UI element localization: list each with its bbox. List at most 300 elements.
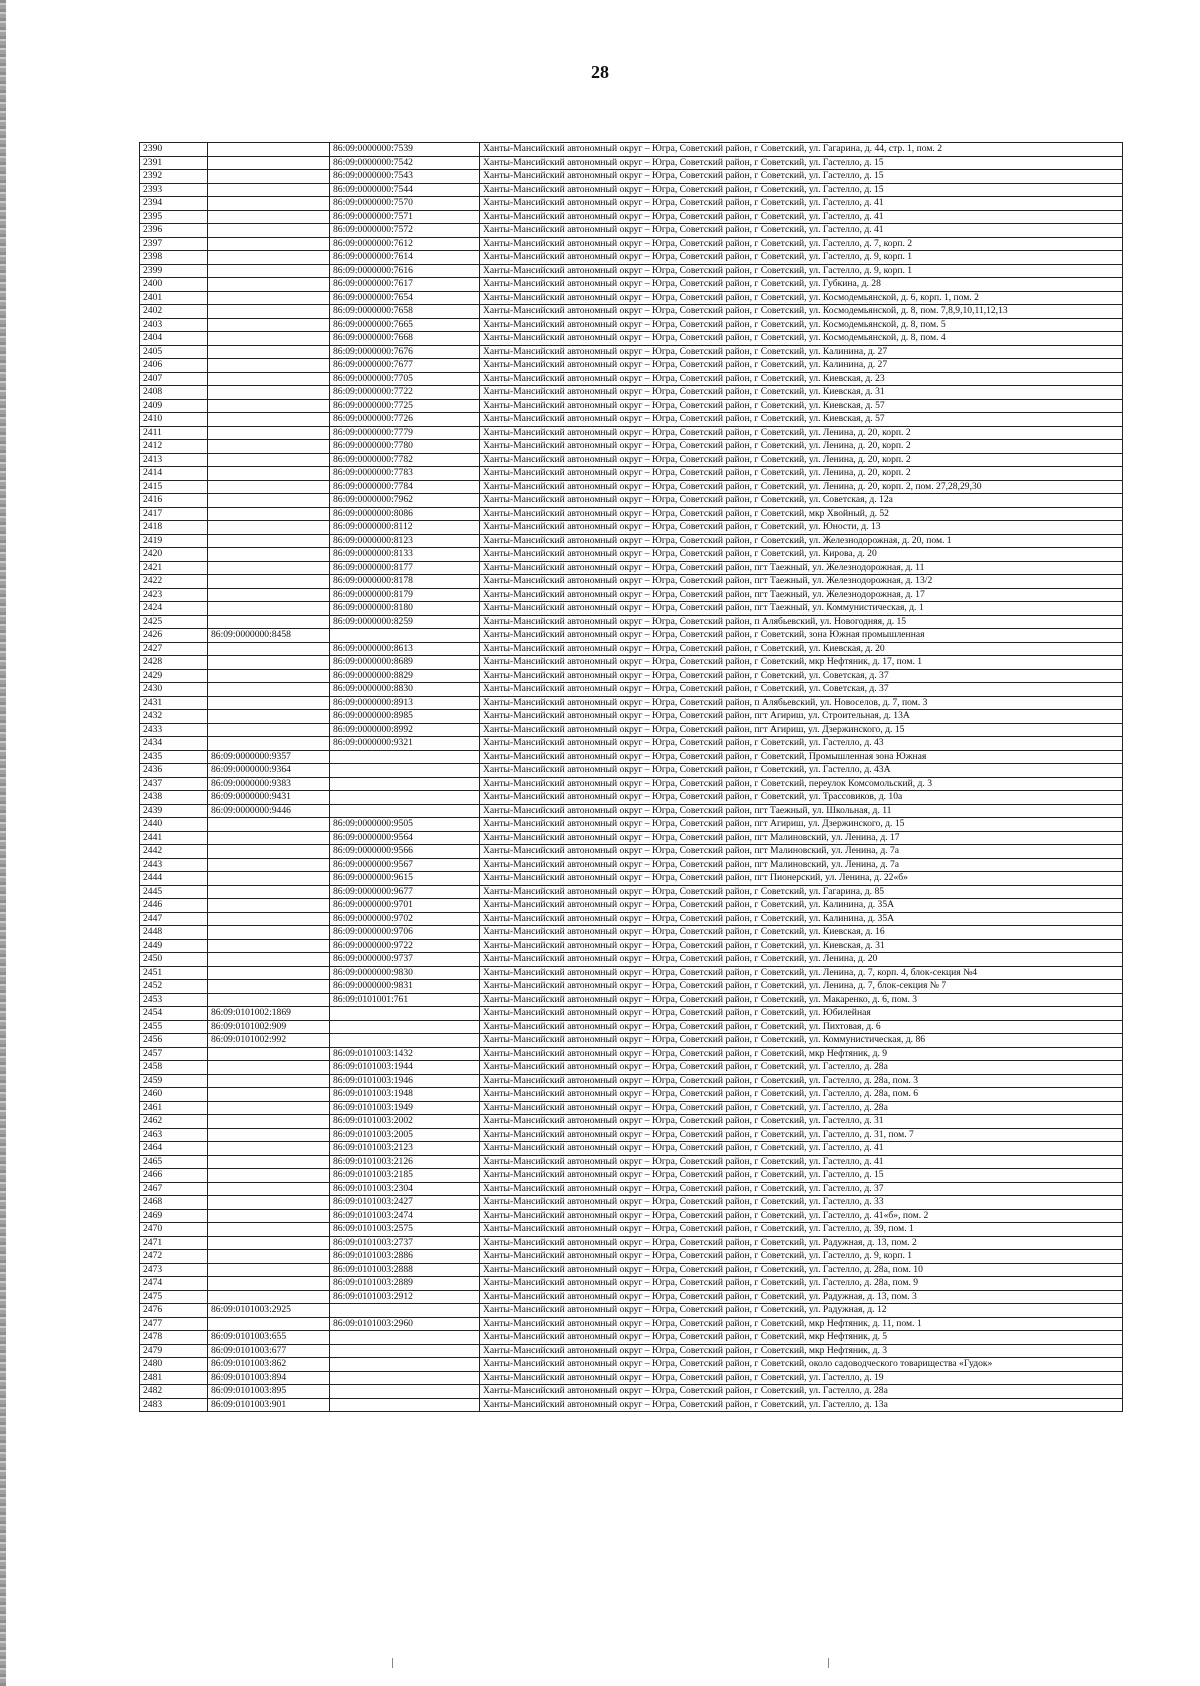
address-cell: Ханты-Мансийский автономный округ – Югра, Советский район, г Советский, ул. Гастелло, д. 33 [480,1196,1123,1210]
row-number-cell: 2460 [140,1088,208,1102]
table-row [140,291,1123,305]
address-cell: Ханты-Мансийский автономный округ – Югра, Советский район, г Советский, Промышленная зона Южная [480,750,1123,764]
building-number-cell: 86:09:0000000:8985 [330,710,480,724]
land-plot-number-cell: 86:09:0000000:9431 [208,791,330,805]
building-number-cell [330,1371,480,1385]
building-number-cell: 86:09:0101003:2474 [330,1209,480,1223]
building-number-cell [330,1007,480,1021]
row-number-cell: 2466 [140,1169,208,1183]
address-cell: Ханты-Мансийский автономный округ – Югра, Советский район, г Советский, ул. Радужная, д. 12 [480,1304,1123,1318]
row-number-cell: 2451 [140,966,208,980]
address-cell: Ханты-Мансийский автономный округ – Югра, Советский район, г Советский, ул. Гастелло, д. 15 [480,183,1123,197]
registry-table [139,142,1123,1412]
building-number-cell: 86:09:0000000:7654 [330,291,480,305]
building-number-cell [330,750,480,764]
building-number-cell: 86:09:0000000:9567 [330,858,480,872]
table-row [140,993,1123,1007]
table-row [140,980,1123,994]
land-plot-number-cell [208,602,330,616]
building-number-cell: 86:09:0101003:1949 [330,1101,480,1115]
address-cell: Ханты-Мансийский автономный округ – Югра, Советский район, г Советский, ул. Киевская, д. 57 [480,399,1123,413]
land-plot-number-cell [208,642,330,656]
table-row [140,885,1123,899]
building-number-cell: 86:09:0101003:2737 [330,1236,480,1250]
building-number-cell: 86:09:0000000:7665 [330,318,480,332]
building-number-cell: 86:09:0000000:9615 [330,872,480,886]
building-number-cell [330,804,480,818]
building-number-cell: 86:09:0000000:8086 [330,507,480,521]
address-cell: Ханты-Мансийский автономный округ – Югра, Советский район, г Советский, ул. Космодемьянской, д. 8, пом. 7,8,9,10,11,12,13 [480,305,1123,319]
building-number-cell: 86:09:0000000:9737 [330,953,480,967]
building-number-cell: 86:09:0000000:9701 [330,899,480,913]
address-cell: Ханты-Мансийский автономный округ – Югра, Советский район, г Советский, ул. Гастелло, д. 28а [480,1385,1123,1399]
land-plot-number-cell [208,818,330,832]
land-plot-number-cell [208,1223,330,1237]
building-number-cell [330,1034,480,1048]
building-number-cell: 86:09:0000000:8829 [330,669,480,683]
address-cell: Ханты-Мансийский автономный округ – Югра, Советский район, г Советский, ул. Гастелло, д. 9, корп. 1 [480,264,1123,278]
building-number-cell: 86:09:0000000:8913 [330,696,480,710]
address-cell: Ханты-Мансийский автономный округ – Югра, Советский район, г Советский, ул. Гастелло, д. 15 [480,156,1123,170]
address-cell: Ханты-Мансийский автономный округ – Югра, Советский район, пгт Малиновский, ул. Ленина, д. 7а [480,858,1123,872]
land-plot-number-cell [208,1277,330,1291]
land-plot-number-cell [208,359,330,373]
row-number-cell: 2392 [140,170,208,184]
table-row [140,602,1123,616]
building-number-cell [330,1020,480,1034]
row-number-cell: 2456 [140,1034,208,1048]
row-number-cell: 2482 [140,1385,208,1399]
building-number-cell [330,1331,480,1345]
row-number-cell: 2398 [140,251,208,265]
address-cell: Ханты-Мансийский автономный округ – Югра, Советский район, г Советский, ул. Киевская, д. 57 [480,413,1123,427]
address-cell: Ханты-Мансийский автономный округ – Югра, Советский район, г Советский, ул. Киевская, д. 20 [480,642,1123,656]
row-number-cell: 2407 [140,372,208,386]
address-cell: Ханты-Мансийский автономный округ – Югра, Советский район, г Советский, переулок Комсомольский, д. 3 [480,777,1123,791]
row-number-cell: 2437 [140,777,208,791]
row-number-cell: 2465 [140,1155,208,1169]
land-plot-number-cell [208,575,330,589]
address-cell: Ханты-Мансийский автономный округ – Югра, Советский район, п Алябьевский, ул. Новоселов, д. 7, пом. 3 [480,696,1123,710]
address-cell: Ханты-Мансийский автономный округ – Югра, Советский район, г Советский, ул. Гастелло, д. 9, корп. 1 [480,1250,1123,1264]
address-cell: Ханты-Мансийский автономный округ – Югра, Советский район, г Советский, ул. Ленина, д. 20, корп. 2 [480,426,1123,440]
land-plot-number-cell: 86:09:0101003:894 [208,1371,330,1385]
table-row [140,224,1123,238]
land-plot-number-cell [208,413,330,427]
building-number-cell: 86:09:0000000:9321 [330,737,480,751]
building-number-cell: 86:09:0000000:8112 [330,521,480,535]
table-row [140,1290,1123,1304]
land-plot-number-cell [208,143,330,157]
land-plot-number-cell [208,939,330,953]
building-number-cell [330,791,480,805]
building-number-cell [330,1398,480,1412]
address-cell: Ханты-Мансийский автономный округ – Югра, Советский район, г Советский, ул. Ленина, д. 20, корп. 2 [480,467,1123,481]
land-plot-number-cell [208,237,330,251]
address-cell: Ханты-Мансийский автономный округ – Югра, Советский район, пгт Агириш, ул. Дзержинского, д. 15 [480,818,1123,832]
building-number-cell: 86:09:0000000:7782 [330,453,480,467]
row-number-cell: 2474 [140,1277,208,1291]
table-row [140,399,1123,413]
land-plot-number-cell [208,453,330,467]
land-plot-number-cell [208,480,330,494]
row-number-cell: 2393 [140,183,208,197]
row-number-cell: 2410 [140,413,208,427]
building-number-cell: 86:09:0000000:8992 [330,723,480,737]
land-plot-number-cell: 86:09:0000000:8458 [208,629,330,643]
land-plot-number-cell [208,197,330,211]
building-number-cell: 86:09:0101003:2889 [330,1277,480,1291]
table-row [140,494,1123,508]
row-number-cell: 2471 [140,1236,208,1250]
address-cell: Ханты-Мансийский автономный округ – Югра, Советский район, г Советский, ул. Гастелло, д. 39, пом. 1 [480,1223,1123,1237]
table-row [140,966,1123,980]
building-number-cell: 86:09:0000000:7962 [330,494,480,508]
address-cell: Ханты-Мансийский автономный округ – Югра, Советский район, г Советский, ул. Гастелло, д. 28а, пом. 10 [480,1263,1123,1277]
row-number-cell: 2457 [140,1047,208,1061]
building-number-cell: 86:09:0101003:1432 [330,1047,480,1061]
table-row [140,723,1123,737]
land-plot-number-cell [208,1061,330,1075]
land-plot-number-cell [208,953,330,967]
building-number-cell: 86:09:0000000:9564 [330,831,480,845]
land-plot-number-cell [208,278,330,292]
row-number-cell: 2442 [140,845,208,859]
land-plot-number-cell [208,251,330,265]
building-number-cell: 86:09:0000000:8179 [330,588,480,602]
table-row [140,1155,1123,1169]
building-number-cell: 86:09:0101003:1948 [330,1088,480,1102]
row-number-cell: 2428 [140,656,208,670]
row-number-cell: 2396 [140,224,208,238]
building-number-cell: 86:09:0000000:7726 [330,413,480,427]
row-number-cell: 2479 [140,1344,208,1358]
building-number-cell: 86:09:0000000:7543 [330,170,480,184]
building-number-cell: 86:09:0101003:2002 [330,1115,480,1129]
address-cell: Ханты-Мансийский автономный округ – Югра, Советский район, п Алябьевский, ул. Новогодняя, д. 15 [480,615,1123,629]
table-row [140,818,1123,832]
row-number-cell: 2436 [140,764,208,778]
address-cell: Ханты-Мансийский автономный округ – Югра, Советский район, г Советский, ул. Гагарина, д. 85 [480,885,1123,899]
building-number-cell: 86:09:0000000:8133 [330,548,480,562]
row-number-cell: 2432 [140,710,208,724]
table-row [140,453,1123,467]
table-row [140,1277,1123,1291]
row-number-cell: 2405 [140,345,208,359]
address-cell: Ханты-Мансийский автономный округ – Югра, Советский район, г Советский, ул. Пихтовая, д. 6 [480,1020,1123,1034]
scan-mark [392,1658,393,1668]
table-row [140,1074,1123,1088]
row-number-cell: 2443 [140,858,208,872]
building-number-cell: 86:09:0000000:8613 [330,642,480,656]
land-plot-number-cell [208,156,330,170]
table-row [140,1385,1123,1399]
land-plot-number-cell [208,210,330,224]
land-plot-number-cell [208,966,330,980]
row-number-cell: 2476 [140,1304,208,1318]
land-plot-number-cell [208,737,330,751]
table-row [140,642,1123,656]
table-row [140,440,1123,454]
address-cell: Ханты-Мансийский автономный округ – Югра, Советский район, г Советский, ул. Гастелло, д. 9, корп. 1 [480,251,1123,265]
land-plot-number-cell [208,170,330,184]
building-number-cell: 86:09:0000000:8180 [330,602,480,616]
land-plot-number-cell [208,305,330,319]
row-number-cell: 2447 [140,912,208,926]
table-row [140,413,1123,427]
land-plot-number-cell [208,1250,330,1264]
address-cell: Ханты-Мансийский автономный округ – Югра, Советский район, г Советский, ул. Гастелло, д. 19 [480,1371,1123,1385]
row-number-cell: 2394 [140,197,208,211]
table-row [140,534,1123,548]
land-plot-number-cell [208,1101,330,1115]
address-cell: Ханты-Мансийский автономный округ – Югра, Советский район, г Советский, ул. Ленина, д. 7, блок-секция № 7 [480,980,1123,994]
table-row [140,777,1123,791]
table-row [140,1331,1123,1345]
table-row [140,737,1123,751]
row-number-cell: 2453 [140,993,208,1007]
table-row [140,1358,1123,1372]
row-number-cell: 2418 [140,521,208,535]
address-cell: Ханты-Мансийский автономный округ – Югра, Советский район, г Советский, ул. Юбилейная [480,1007,1123,1021]
row-number-cell: 2480 [140,1358,208,1372]
row-number-cell: 2427 [140,642,208,656]
row-number-cell: 2423 [140,588,208,602]
building-number-cell: 86:09:0000000:9677 [330,885,480,899]
land-plot-number-cell: 86:09:0101002:1869 [208,1007,330,1021]
land-plot-number-cell [208,683,330,697]
building-number-cell: 86:09:0101003:2304 [330,1182,480,1196]
table-row [140,1236,1123,1250]
address-cell: Ханты-Мансийский автономный округ – Югра, Советский район, пгт Малиновский, ул. Ленина, д. 17 [480,831,1123,845]
row-number-cell: 2468 [140,1196,208,1210]
address-cell: Ханты-Мансийский автономный округ – Югра, Советский район, г Советский, мкр Нефтяник, д. 9 [480,1047,1123,1061]
building-number-cell [330,629,480,643]
building-number-cell: 86:09:0101003:2185 [330,1169,480,1183]
table-row [140,1304,1123,1318]
land-plot-number-cell [208,980,330,994]
land-plot-number-cell [208,1115,330,1129]
table-row [140,197,1123,211]
row-number-cell: 2406 [140,359,208,373]
address-cell: Ханты-Мансийский автономный округ – Югра, Советский район, г Советский, ул. Гастелло, д. 41«б», пом. 2 [480,1209,1123,1223]
land-plot-number-cell [208,1317,330,1331]
address-cell: Ханты-Мансийский автономный округ – Югра, Советский район, г Советский, мкр Хвойный, д. 52 [480,507,1123,521]
land-plot-number-cell [208,291,330,305]
building-number-cell: 86:09:0000000:7617 [330,278,480,292]
row-number-cell: 2467 [140,1182,208,1196]
land-plot-number-cell [208,534,330,548]
land-plot-number-cell [208,1169,330,1183]
table-row [140,1101,1123,1115]
table-row [140,588,1123,602]
table-row [140,939,1123,953]
address-cell: Ханты-Мансийский автономный округ – Югра, Советский район, г Советский, ул. Гастелло, д. 43А [480,764,1123,778]
table-row [140,170,1123,184]
address-cell: Ханты-Мансийский автономный округ – Югра, Советский район, г Советский, ул. Киевская, д. 31 [480,939,1123,953]
table-row [140,1115,1123,1129]
table-row [140,629,1123,643]
land-plot-number-cell: 86:09:0101002:909 [208,1020,330,1034]
land-plot-number-cell [208,696,330,710]
address-cell: Ханты-Мансийский автономный округ – Югра, Советский район, пгт Таежный, ул. Железнодорожная, д. 11 [480,561,1123,575]
land-plot-number-cell: 86:09:0101002:992 [208,1034,330,1048]
building-number-cell: 86:09:0000000:7571 [330,210,480,224]
building-number-cell: 86:09:0000000:8178 [330,575,480,589]
address-cell: Ханты-Мансийский автономный округ – Югра, Советский район, г Советский, ул. Гастелло, д. 28а [480,1061,1123,1075]
row-number-cell: 2420 [140,548,208,562]
address-cell: Ханты-Мансийский автономный округ – Югра, Советский район, г Советский, ул. Гастелло, д. 37 [480,1182,1123,1196]
building-number-cell: 86:09:0000000:8830 [330,683,480,697]
land-plot-number-cell [208,548,330,562]
address-cell: Ханты-Мансийский автономный округ – Югра, Советский район, г Советский, ул. Гастелло, д. 28а, пом. 3 [480,1074,1123,1088]
land-plot-number-cell [208,656,330,670]
table-row [140,332,1123,346]
address-cell: Ханты-Мансийский автономный округ – Югра, Советский район, г Советский, ул. Калинина, д. 27 [480,359,1123,373]
row-number-cell: 2419 [140,534,208,548]
row-number-cell: 2414 [140,467,208,481]
land-plot-number-cell [208,845,330,859]
land-plot-number-cell [208,332,330,346]
land-plot-number-cell [208,1088,330,1102]
table-row [140,926,1123,940]
building-number-cell: 86:09:0000000:9505 [330,818,480,832]
address-cell: Ханты-Мансийский автономный округ – Югра, Советский район, г Советский, ул. Гастелло, д. 41 [480,1142,1123,1156]
table-row [140,750,1123,764]
table-row [140,426,1123,440]
row-number-cell: 2433 [140,723,208,737]
land-plot-number-cell: 86:09:0000000:9357 [208,750,330,764]
row-number-cell: 2440 [140,818,208,832]
land-plot-number-cell [208,1155,330,1169]
address-cell: Ханты-Мансийский автономный округ – Югра, Советский район, г Советский, ул. Ленина, д. 20 [480,953,1123,967]
row-number-cell: 2395 [140,210,208,224]
address-cell: Ханты-Мансийский автономный округ – Югра, Советский район, г Советский, ул. Гастелло, д. 31, пом. 7 [480,1128,1123,1142]
building-number-cell: 86:09:0000000:7616 [330,264,480,278]
building-number-cell: 86:09:0000000:8259 [330,615,480,629]
row-number-cell: 2481 [140,1371,208,1385]
table-row [140,831,1123,845]
row-number-cell: 2411 [140,426,208,440]
building-number-cell: 86:09:0101003:2912 [330,1290,480,1304]
building-number-cell: 86:09:0000000:8177 [330,561,480,575]
building-number-cell: 86:09:0000000:7612 [330,237,480,251]
row-number-cell: 2450 [140,953,208,967]
address-cell: Ханты-Мансийский автономный округ – Югра, Советский район, г Советский, ул. Гастелло, д. 43 [480,737,1123,751]
table-row [140,561,1123,575]
address-cell: Ханты-Мансийский автономный округ – Югра, Советский район, г Советский, ул. Губкина, д. 28 [480,278,1123,292]
land-plot-number-cell [208,426,330,440]
building-number-cell: 86:09:0000000:7658 [330,305,480,319]
land-plot-number-cell [208,723,330,737]
address-cell: Ханты-Мансийский автономный округ – Югра, Советский район, г Советский, ул. Гастелло, д. 41 [480,210,1123,224]
row-number-cell: 2448 [140,926,208,940]
table-row [140,1088,1123,1102]
building-number-cell: 86:09:0000000:9566 [330,845,480,859]
land-plot-number-cell: 86:09:0000000:9364 [208,764,330,778]
registry-table-body [140,143,1123,1412]
building-number-cell: 86:09:0000000:7676 [330,345,480,359]
table-row [140,872,1123,886]
building-number-cell: 86:09:0101003:2126 [330,1155,480,1169]
building-number-cell: 86:09:0000000:7705 [330,372,480,386]
address-cell: Ханты-Мансийский автономный округ – Югра, Советский район, г Советский, ул. Советская, д. 37 [480,669,1123,683]
table-row [140,1169,1123,1183]
land-plot-number-cell [208,494,330,508]
land-plot-number-cell [208,1290,330,1304]
building-number-cell: 86:09:0000000:7572 [330,224,480,238]
building-number-cell [330,1344,480,1358]
building-number-cell: 86:09:0101003:2575 [330,1223,480,1237]
row-number-cell: 2412 [140,440,208,454]
building-number-cell: 86:09:0000000:9830 [330,966,480,980]
land-plot-number-cell [208,467,330,481]
building-number-cell: 86:09:0000000:8689 [330,656,480,670]
building-number-cell [330,1358,480,1372]
building-number-cell: 86:09:0000000:7677 [330,359,480,373]
address-cell: Ханты-Мансийский автономный округ – Югра, Советский район, г Советский, около садоводческого товарищества «Гудок» [480,1358,1123,1372]
address-cell: Ханты-Мансийский автономный округ – Югра, Советский район, г Советский, ул. Космодемьянской, д. 8, пом. 5 [480,318,1123,332]
land-plot-number-cell [208,1182,330,1196]
land-plot-number-cell [208,588,330,602]
row-number-cell: 2454 [140,1007,208,1021]
row-number-cell: 2415 [140,480,208,494]
table-row [140,521,1123,535]
row-number-cell: 2473 [140,1263,208,1277]
row-number-cell: 2461 [140,1101,208,1115]
address-cell: Ханты-Мансийский автономный округ – Югра, Советский район, г Советский, ул. Ленина, д. 20, корп. 2 [480,453,1123,467]
table-row [140,1020,1123,1034]
table-row [140,899,1123,913]
address-cell: Ханты-Мансийский автономный округ – Югра, Советский район, г Советский, ул. Калинина, д. 35А [480,899,1123,913]
address-cell: Ханты-Мансийский автономный округ – Югра, Советский район, г Советский, мкр Нефтяник, д. 5 [480,1331,1123,1345]
row-number-cell: 2483 [140,1398,208,1412]
row-number-cell: 2444 [140,872,208,886]
building-number-cell: 86:09:0000000:7725 [330,399,480,413]
table-row [140,575,1123,589]
building-number-cell: 86:09:0000000:9722 [330,939,480,953]
row-number-cell: 2426 [140,629,208,643]
address-cell: Ханты-Мансийский автономный округ – Югра, Советский район, г Советский, ул. Гастелло, д. 41 [480,1155,1123,1169]
land-plot-number-cell: 86:09:0101003:895 [208,1385,330,1399]
row-number-cell: 2449 [140,939,208,953]
address-cell: Ханты-Мансийский автономный округ – Югра, Советский район, г Советский, ул. Калинина, д. 35А [480,912,1123,926]
page-number: 28 [591,62,609,82]
address-cell: Ханты-Мансийский автономный округ – Югра, Советский район, г Советский, ул. Советская, д. 37 [480,683,1123,697]
address-cell: Ханты-Мансийский автономный округ – Югра, Советский район, г Советский, мкр Нефтяник, д. 3 [480,1344,1123,1358]
address-cell: Ханты-Мансийский автономный округ – Югра, Советский район, г Советский, ул. Кирова, д. 20 [480,548,1123,562]
land-plot-number-cell [208,386,330,400]
scan-mark [828,1658,829,1668]
building-number-cell: 86:09:0000000:7783 [330,467,480,481]
land-plot-number-cell [208,885,330,899]
building-number-cell [330,1304,480,1318]
row-number-cell: 2409 [140,399,208,413]
address-cell: Ханты-Мансийский автономный округ – Югра, Советский район, пгт Таежный, ул. Железнодорожная, д. 13/2 [480,575,1123,589]
table-row [140,1128,1123,1142]
address-cell: Ханты-Мансийский автономный округ – Югра, Советский район, г Советский, ул. Гастелло, д. 15 [480,1169,1123,1183]
row-number-cell: 2472 [140,1250,208,1264]
address-cell: Ханты-Мансийский автономный округ – Югра, Советский район, г Советский, ул. Гастелло, д. 28а [480,1101,1123,1115]
table-row [140,251,1123,265]
land-plot-number-cell [208,899,330,913]
building-number-cell: 86:09:0000000:7544 [330,183,480,197]
building-number-cell [330,764,480,778]
table-row [140,264,1123,278]
table-row [140,953,1123,967]
address-cell: Ханты-Мансийский автономный округ – Югра, Советский район, г Советский, ул. Коммунистическая, д. 86 [480,1034,1123,1048]
table-row [140,1196,1123,1210]
